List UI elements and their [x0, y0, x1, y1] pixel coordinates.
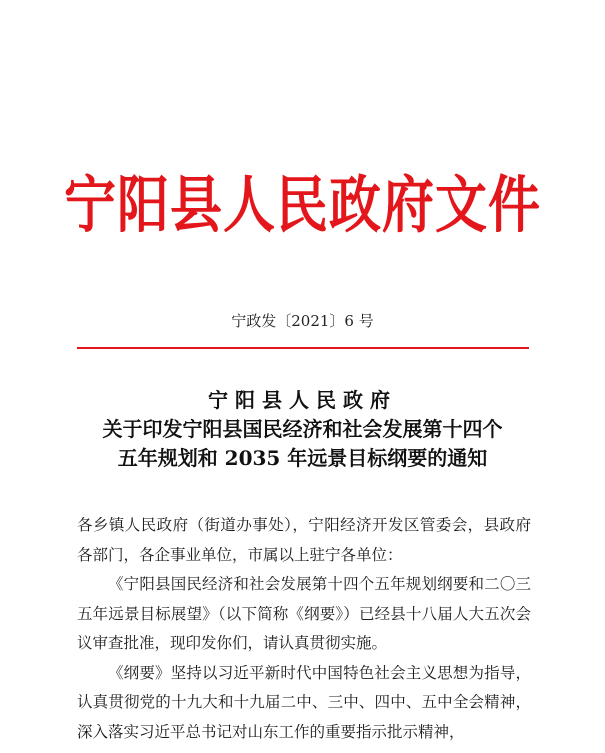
notice-body: [77, 511, 531, 747]
title-line-2: 关于印发宁阳县国民经济和社会发展第十四个: [102, 417, 503, 441]
body-paragraph: 《宁阳县国民经济和社会发展第十四个五年规划纲要和二〇三五年远景目标展望》（以下简称《纲要》）已经县十八届人大五次会议审查批准，现印发你们，请认真贯彻实施。: [77, 575, 531, 652]
body-paragraph: 《纲要》坚持以习近平新时代中国特色社会主义思想为指导，认真贯彻党的十九大和十九届二中、三中、四中、五中全会精神，深入落实习近平总书记对山东工作的重要指示批示精神，: [77, 663, 531, 741]
notice-title: [0, 386, 605, 473]
document-number: 宁政发〔2021〕6 号: [231, 312, 374, 330]
document-masthead: 宁阳县人民政府文件: [63, 169, 541, 242]
title-issuer: 宁阳县人民政府: [208, 388, 397, 412]
red-divider-line: [77, 347, 529, 349]
title-line-3: 五年规划和 2035 年远景目标纲要的通知: [117, 446, 488, 470]
salutation: 各乡镇人民政府（街道办事处），宁阳经济开发区管委会，县政府各部门，各企事业单位，市属以上驻宁各单位：: [77, 516, 531, 564]
